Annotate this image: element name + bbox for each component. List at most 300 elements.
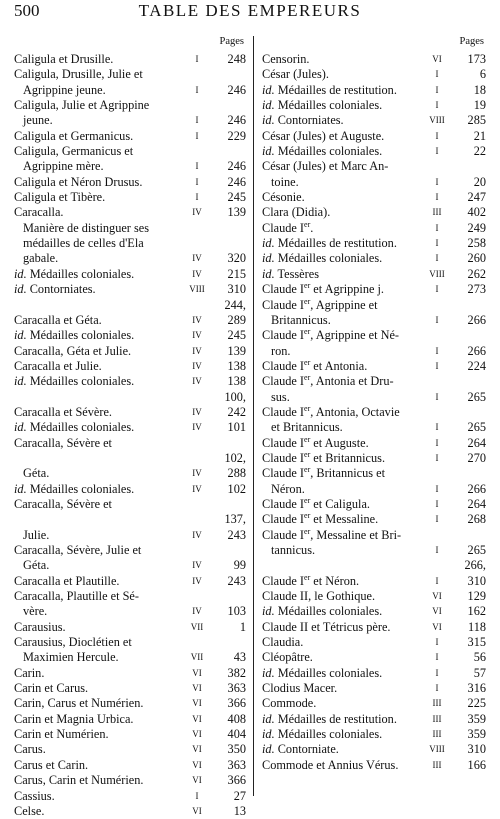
volume-number: IV (192, 422, 202, 433)
entry-name (14, 313, 184, 328)
volume-number: IV (192, 207, 202, 218)
entry-name (262, 52, 424, 67)
entry-text: Celse. (14, 803, 45, 818)
page-reference: 100, 242 (224, 389, 246, 419)
page-reference: 225 (467, 696, 486, 711)
volume-number: IV (192, 345, 202, 356)
volume-number: I (435, 637, 439, 648)
volume-number: III (432, 207, 442, 218)
entry-text: Agrippine jeune. (23, 82, 106, 97)
entry-name (14, 742, 184, 757)
entry-text: Claude I (262, 527, 305, 542)
entry-text-continued: , Britannicus et (310, 466, 386, 481)
index-entry-line (14, 98, 246, 113)
entry-name (262, 742, 424, 757)
index-entry-line (262, 83, 486, 98)
entry-text: Caligula et Germanicus. (14, 128, 134, 143)
entry-name (262, 466, 424, 481)
volume-number: IV (192, 268, 202, 279)
ordinal-superscript: er (304, 495, 311, 505)
page-reference: 402 (467, 205, 486, 220)
index-entry-line (262, 420, 486, 435)
index-entry-line (262, 482, 486, 497)
page-reference: 266 (467, 481, 486, 496)
index-entry-line (262, 236, 486, 251)
entry-text: Caligula, Drusille, Julie et (14, 67, 143, 82)
entry-name (262, 758, 424, 773)
id-prefix: id. (14, 282, 27, 297)
volume-number: I (195, 790, 199, 801)
entry-text-continued: et Agrippine j. (310, 282, 385, 297)
entry-name (262, 129, 424, 144)
entry-name (14, 52, 184, 67)
page-reference: 215 (227, 266, 246, 281)
entry-name (262, 512, 424, 527)
ordinal-superscript: er (304, 373, 311, 383)
id-prefix: id. (262, 144, 275, 159)
ordinal-superscript: er (304, 449, 311, 459)
index-entry-line (14, 67, 246, 82)
volume-number: IV (192, 253, 202, 264)
entry-text: Géta. (23, 466, 50, 481)
page-reference: 13 (233, 803, 246, 818)
entry-text: Médailles de restitution. (277, 236, 397, 251)
page-reference: 20 (473, 174, 486, 189)
entry-text: Carin, Carus et Numérien. (14, 696, 144, 711)
entry-text: Commode et Annius Vérus. (262, 757, 399, 772)
entry-name (262, 344, 424, 359)
index-entry-line (262, 328, 486, 343)
ordinal-superscript: er (304, 281, 311, 291)
index-entry-line (14, 543, 246, 558)
entry-text: Carus, Carin et Numérien. (14, 773, 144, 788)
volume-number: IV (192, 468, 202, 479)
id-prefix: id. (14, 328, 27, 343)
index-entry-line (262, 129, 486, 144)
entry-name (14, 98, 184, 113)
page-reference: 129 (467, 589, 486, 604)
entry-name (14, 773, 184, 788)
entry-text: Médailles coloniales. (277, 727, 383, 742)
index-entry-line (262, 313, 486, 328)
entry-name (262, 390, 424, 405)
index-entry-line (14, 236, 246, 251)
volume-number: I (435, 69, 439, 80)
page-reference: 266 (467, 312, 486, 327)
entry-text: Caracalla, Géta et Julie. (14, 343, 132, 358)
entry-text: Carin et Carus. (14, 681, 89, 696)
volume-number: I (195, 84, 199, 95)
entry-text: Néron. (271, 481, 305, 496)
page-reference: 229 (227, 128, 246, 143)
volume-number: I (195, 115, 199, 126)
index-entry-line (262, 144, 486, 159)
right-column (262, 36, 486, 773)
ordinal-superscript: er (304, 327, 311, 337)
index-entry-line (262, 159, 486, 174)
entry-text: Carin et Numérien. (14, 727, 109, 742)
volume-number: IV (192, 360, 202, 371)
ordinal-superscript: er (304, 511, 311, 521)
entry-name (262, 251, 424, 266)
entry-text-continued: , Agrippine et (310, 297, 378, 312)
entry-name (14, 344, 184, 359)
index-entry-line (14, 144, 246, 159)
entry-name (14, 359, 184, 374)
page-reference: 285 (467, 113, 486, 128)
entry-text: Claude I (262, 358, 305, 373)
page-reference: 1 (239, 619, 246, 634)
entry-text: Claude I (262, 404, 305, 419)
id-prefix: id. (262, 727, 275, 742)
volume-number: VIII (189, 284, 205, 295)
page-reference: 246 (227, 174, 246, 189)
page-reference: 18 (473, 82, 486, 97)
entry-text: gabale. (23, 251, 59, 266)
volume-number: I (435, 253, 439, 264)
entry-name (262, 712, 424, 727)
volume-number: III (432, 698, 442, 709)
volume-number: VI (432, 606, 442, 617)
index-entry-line (262, 267, 486, 282)
entry-text: Géta. (23, 558, 50, 573)
volume-number: VI (192, 667, 202, 678)
left-column (14, 36, 246, 819)
volume-number: I (435, 437, 439, 448)
index-entry-line (14, 666, 246, 681)
entry-text: Claude II, le Gothique. (262, 589, 376, 604)
entry-text: Cassius. (14, 788, 55, 803)
entry-text: Caligula, Julie et Agrippine (14, 98, 150, 113)
index-entry-line (262, 758, 486, 773)
index-entry-line (262, 650, 486, 665)
entry-name (262, 113, 424, 128)
page-reference: 99 (233, 558, 246, 573)
page-reference: 366 (227, 696, 246, 711)
id-prefix: id. (14, 266, 27, 281)
volume-number: I (435, 683, 439, 694)
page-reference: 268 (467, 512, 486, 527)
entry-name (262, 436, 424, 451)
entry-text: Claude I (262, 450, 305, 465)
entry-text: Médailles coloniales. (29, 266, 135, 281)
volume-number: I (435, 192, 439, 203)
volume-number: I (435, 100, 439, 111)
page-reference: 102 (227, 481, 246, 496)
entry-name (14, 175, 184, 190)
index-entry-line (14, 604, 246, 619)
entry-name (14, 221, 184, 236)
volume-number: I (435, 222, 439, 233)
entry-text: Caracalla. (14, 205, 64, 220)
entry-name (14, 466, 184, 481)
entry-name (14, 712, 184, 727)
volume-number: IV (192, 575, 202, 586)
index-entry-line (262, 374, 486, 389)
entry-name (14, 696, 184, 711)
volume-number: IV (192, 314, 202, 325)
entry-name (14, 236, 184, 251)
page-reference: 137, 243 (224, 512, 246, 542)
entry-name (262, 696, 424, 711)
index-entry-line (262, 742, 486, 757)
page-reference: 265 (467, 420, 486, 435)
page-reference: 6 (479, 67, 486, 82)
entry-text: Maximien Hercule. (23, 650, 119, 665)
index-entry-line (262, 666, 486, 681)
page-reference: 139 (227, 343, 246, 358)
ordinal-superscript: er (304, 465, 311, 475)
index-entry-line (262, 67, 486, 82)
ordinal-superscript: er (304, 357, 311, 367)
index-entry-line (14, 390, 246, 421)
id-prefix: id. (262, 604, 275, 619)
volume-number: I (435, 146, 439, 157)
page-reference: 244, 289 (224, 297, 246, 327)
entry-name (262, 175, 424, 190)
entry-text: Caligula et Tibère. (14, 190, 106, 205)
index-entry-line (262, 635, 486, 650)
pages-column-header: Pages (219, 36, 244, 47)
entry-name (262, 282, 424, 297)
column-divider (253, 36, 254, 796)
volume-number: I (195, 54, 199, 64)
volume-number: I (195, 161, 199, 172)
page-reference: 262 (467, 266, 486, 281)
entry-text: Britannicus. (271, 312, 331, 327)
ordinal-superscript: er (304, 572, 311, 582)
entry-text: Médailles coloniales. (277, 604, 383, 619)
pages-column-header: Pages (459, 36, 484, 47)
page-reference: 310 (227, 282, 246, 297)
entry-name (14, 374, 184, 389)
volume-number: III (432, 759, 442, 770)
page-number: 500 (14, 1, 40, 20)
entry-text: Contorniates. (29, 282, 96, 297)
id-prefix: id. (262, 98, 275, 113)
index-entry-line (262, 451, 486, 466)
index-entry-line (262, 497, 486, 512)
index-entry-line (14, 482, 246, 497)
page-reference: 359 (467, 727, 486, 742)
entry-text-continued: , Agrippine et Né- (310, 328, 400, 343)
entry-text: Carin et Magnia Urbica. (14, 711, 134, 726)
volume-number: IV (192, 406, 202, 417)
entry-name (14, 666, 184, 681)
entry-name (262, 620, 424, 635)
index-entry-line (14, 328, 246, 343)
entry-text: et Britannicus. (271, 420, 343, 435)
entry-name (14, 804, 184, 819)
page-reference: 260 (467, 251, 486, 266)
entry-name (262, 543, 424, 558)
index-entry-line (262, 113, 486, 128)
volume-number: I (435, 667, 439, 678)
page-reference: 21 (473, 128, 486, 143)
volume-number: I (195, 192, 199, 203)
entry-text-continued: et Néron. (310, 573, 360, 588)
entry-text: Caligula, Germanicus et (14, 144, 134, 159)
entry-text: Médailles coloniales. (277, 251, 383, 266)
index-entry-line (14, 512, 246, 543)
index-entry-line (14, 420, 246, 435)
entry-text: Claude I (262, 435, 305, 450)
entry-name (14, 251, 184, 266)
entry-name (14, 436, 184, 451)
index-entry-line (262, 512, 486, 527)
entry-name (14, 558, 184, 573)
index-entry-line (14, 497, 246, 512)
page-reference: 350 (227, 742, 246, 757)
entry-name (262, 67, 424, 82)
entry-text: Julie. (23, 527, 50, 542)
volume-number: VI (192, 713, 202, 724)
entry-name (14, 635, 184, 650)
page-reference: 359 (467, 711, 486, 726)
index-entry-line (14, 789, 246, 804)
index-entry-line (262, 298, 486, 313)
entry-text: Caracalla et Sévère. (14, 404, 112, 419)
index-entry-line (262, 620, 486, 635)
volume-number: VI (192, 775, 202, 786)
entry-text: César (Jules) et Marc An- (262, 159, 389, 174)
index-entry-line (14, 221, 246, 236)
volume-number: I (435, 422, 439, 433)
page-reference: 103 (227, 604, 246, 619)
entry-text: Médailles de restitution. (277, 82, 397, 97)
entry-name (262, 497, 424, 512)
index-entry-line (262, 405, 486, 420)
ordinal-superscript: er (304, 403, 311, 413)
entry-name (262, 313, 424, 328)
entry-text-continued: et Auguste. (310, 435, 369, 450)
page-reference: 258 (467, 236, 486, 251)
id-prefix: id. (262, 742, 275, 757)
index-entry-line (14, 742, 246, 757)
page-reference: 265 (467, 543, 486, 557)
id-prefix: id. (262, 251, 275, 266)
entry-name (262, 574, 424, 589)
entry-name (14, 789, 184, 804)
volume-number: III (432, 713, 442, 724)
index-entry-line (262, 190, 486, 205)
index-entry-line (14, 282, 246, 297)
page-reference: 310 (467, 742, 486, 757)
page-reference: 43 (233, 650, 246, 665)
index-entry-line (14, 190, 246, 205)
entry-text: Claude I (262, 220, 305, 235)
volume-number: I (435, 575, 439, 586)
entry-name (262, 589, 424, 604)
volume-number: I (435, 514, 439, 525)
volume-number: I (195, 130, 199, 141)
entry-name (262, 221, 424, 236)
volume-number: I (435, 345, 439, 356)
page-reference: 248 (227, 52, 246, 66)
id-prefix: id. (262, 236, 275, 251)
entry-name (14, 543, 184, 558)
entry-name (262, 159, 424, 174)
volume-number: I (435, 498, 439, 509)
page-reference: 315 (467, 635, 486, 650)
page-reference: 382 (227, 665, 246, 680)
entry-text: Agrippine mère. (23, 159, 104, 174)
index-entry-line (14, 712, 246, 727)
page-reference: 266 (467, 343, 486, 358)
index-entry-line (14, 635, 246, 650)
volume-number: VI (192, 698, 202, 709)
entry-name (262, 298, 424, 313)
index-entry-line (262, 52, 486, 67)
page-reference: 270 (467, 450, 486, 465)
volume-number: I (435, 176, 439, 187)
ordinal-superscript: er (304, 296, 311, 306)
page-reference: 138 (227, 358, 246, 373)
entry-text: Médailles coloniales. (29, 374, 135, 389)
index-entry-line (262, 359, 486, 374)
page-reference: 118 (468, 619, 486, 634)
page-reference: 162 (467, 604, 486, 619)
entry-text: Médailles coloniales. (277, 98, 383, 113)
index-entry-line (262, 251, 486, 266)
entry-text: Tessères (277, 266, 319, 281)
entry-name (14, 650, 184, 665)
entry-text: Clodius Macer. (262, 681, 338, 696)
index-entry-line (14, 696, 246, 711)
entry-text: vère. (23, 604, 48, 619)
index-entry-line (14, 52, 246, 67)
index-entry-line (262, 589, 486, 604)
entry-text: Claudia. (262, 635, 304, 650)
entry-name (14, 113, 184, 128)
id-prefix: id. (262, 113, 275, 128)
index-entry-line (262, 528, 486, 543)
volume-number: IV (192, 529, 202, 540)
page-reference: 246 (227, 113, 246, 128)
volume-number: IV (192, 376, 202, 387)
entry-text-continued: et Antonia. (310, 358, 368, 373)
volume-number: VI (192, 744, 202, 755)
volume-number: I (435, 284, 439, 295)
entry-text: Caracalla, Sévère et (14, 496, 112, 511)
index-entry-line (262, 681, 486, 696)
entry-name (14, 129, 184, 144)
entry-text: César (Jules). (262, 67, 329, 82)
page-reference: 27 (233, 788, 246, 803)
entry-name (14, 205, 184, 220)
page-reference: 363 (227, 681, 246, 696)
volume-number: III (432, 729, 442, 740)
index-entry-line (262, 727, 486, 742)
entry-text: Claude I (262, 328, 305, 343)
index-entry-line (14, 727, 246, 742)
entry-text: Clara (Didia). (262, 205, 331, 220)
entry-name (14, 83, 184, 98)
entry-name (14, 420, 184, 435)
entry-text: Caracalla et Géta. (14, 312, 102, 327)
entry-name (262, 98, 424, 113)
entry-name (14, 282, 184, 297)
page-reference: 264 (467, 496, 486, 511)
page-reference: 316 (467, 681, 486, 696)
entry-name (262, 236, 424, 251)
page-reference: 264 (467, 435, 486, 450)
entry-text-continued: et Messaline. (310, 512, 379, 527)
entry-text-continued: , Antonia et Dru- (310, 374, 394, 389)
index-entry-line (262, 466, 486, 481)
page-reference: 138 (227, 374, 246, 389)
entry-name (262, 681, 424, 696)
